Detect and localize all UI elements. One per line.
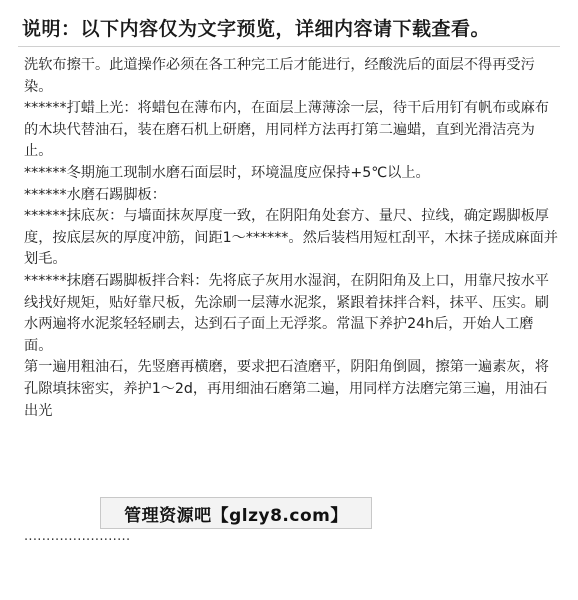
truncation-dots: ························ bbox=[24, 533, 131, 548]
document-body bbox=[24, 55, 558, 422]
preview-notice: 说明：以下内容仅为文字预览，详细内容请下载查看。 bbox=[22, 18, 491, 40]
paragraph-waxing: ******打蜡上光：将蜡包在薄布内，在面层上薄薄涂一层，待干后用钉有帆布或麻布的木块代替油石，装在磨石机上研磨，用同样方法再打第二遍蜡，直到光滑洁亮为止。 bbox=[24, 100, 549, 160]
paragraph-cleaning: 洗软布擦干。此道操作必须在各工种完工后才能进行，经酸洗后的面层不得再受污染。 bbox=[24, 57, 535, 95]
watermark-banner: 管理资源吧【glzy8.com】 bbox=[100, 497, 372, 529]
paragraph-terrazzo-mix: ******抹磨石踢脚板拌合料：先将底子灰用水湿润，在阴阳角及上口，用靠尺按水平线找好规矩，贴好靠尺板，先涂刷一层薄水泥浆，紧跟着抹拌合料，抹平、压实。刷水两遍将水泥浆轻轻刷去，达到石子面上无浮浆。常温下养护24h后，开始人工磨面。 bbox=[24, 272, 549, 354]
paragraph-winter-construction: ******冬期施工现制水磨石面层时，环境温度应保持+5℃以上。 bbox=[24, 164, 430, 181]
paragraph-grinding: 第一遍用粗油石，先竖磨再横磨，要求把石渣磨平，阴阳角倒圆，擦第一遍素灰，将孔隙填抹密实，养护1～2d，再用细油石磨第二遍，用同样方法磨完第三遍，用油石出光 bbox=[24, 359, 549, 419]
header-divider bbox=[18, 46, 560, 47]
paragraph-base-plaster: ******抹底灰：与墙面抹灰厚度一致，在阴阳角处套方、量尺、拉线，确定踢脚板厚度，按底层灰的厚度冲筋，间距1～******。然后装档用短杠刮平，木抹子搓成麻面并划毛。 bbox=[24, 208, 558, 268]
paragraph-skirting-heading: ******水磨石踢脚板： bbox=[24, 186, 166, 203]
